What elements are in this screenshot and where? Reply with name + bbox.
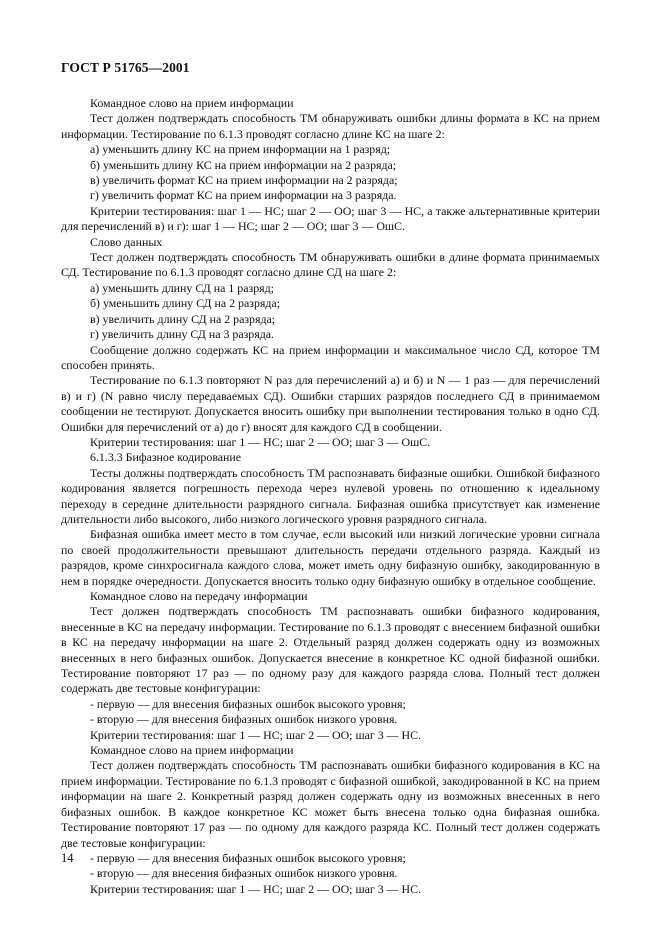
paragraph: Критерии тестирования: шаг 1 — НС; шаг 2 — ОО; шаг 3 — ОшС. — [90, 434, 431, 449]
list-item: г) увеличить длину СД на 3 разряда. — [90, 327, 275, 342]
list-item: - вторую — для внесения бифазных ошибок низкого уровня. — [90, 866, 398, 881]
paragraph: Тест должен подтверждать способность ТМ обнаруживать ошибки в длине формата принимаемых СД. Тестирование по 6.1.3 проводят согласно длине СД на шаге 2: — [61, 250, 600, 280]
paragraph: Командное слово на прием информации — [90, 743, 294, 758]
list-item: - вторую — для внесения бифазных ошибок низкого уровня. — [90, 712, 398, 727]
paragraph: Бифазная ошибка имеет место в том случае, если высокий или низкий логические уровни сигнала по своей продолжительности превышают длительность передачи отдельного разряда. Каждый из разрядов, кроме синхросигнала каждого слова, может иметь одну бифазную ошибку, закодированную в нем в порядке очередности. Допускается вносить только одну бифазную ошибку в отдельное сообщение. — [61, 527, 600, 588]
paragraph: Тестирование по 6.1.3 повторяют N раз для перечислений а) и б) и N — 1 раз — для перечислений в) и г) (N равно числу передаваемых СД). Ошибки старших разрядов последнего СД в принимаемом сообщении не тестируют. Допускается вносить ошибку при выполнении тестирования только в одно СД. Ошибки для перечислений от а) до г) вносят для каждого СД в сообщении. — [61, 373, 600, 434]
paragraph: Сообщение должно содержать КС на прием информации и максимальное число СД, которое ТМ способен принять. — [61, 342, 600, 372]
list-item: а) уменьшить длину СД на 1 разряд; — [90, 280, 274, 295]
paragraph: Тест должен подтверждать способность ТМ распознавать ошибки бифазного кодирования, внесенные в КС на передачу информации. Тестирование по 6.1.3 проводят с внесением бифазной ошибки в КС на передачу информации на шаге 2. Отдельный разряд должен содержать одну из возможных внесенных в него бифазных ошибок. Допускается внесение в конкретное КС одной бифазной ошибки. Тестирование повторяют 17 раз — по одному разу для каждого разряда слова. Полный тест должен содержать две тестовые конфигурации: — [61, 604, 600, 696]
list-item: г) увеличить формат КС на прием информации на 3 разряда. — [90, 188, 397, 203]
list-item: - первую — для внесения бифазных ошибок высокого уровня; — [90, 696, 406, 711]
paragraph: Командное слово на прием информации — [90, 96, 294, 110]
paragraph: Тест должен подтверждать способность ТМ обнаруживать ошибки длины формата в КС на прием информации. Тестирование по 6.1.3 проводят согласно длине КС на шаге 2: — [61, 111, 600, 141]
page-number: 14 — [61, 851, 74, 865]
paragraph: 6.1.3.3 Бифазное кодирование — [90, 450, 242, 465]
paragraph: Критерии тестирования: шаг 1 — НС; шаг 2 — ОО; шаг 3 — НС. — [90, 727, 421, 742]
document-body — [61, 96, 600, 897]
document-header: ГОСТ Р 51765—2001 — [61, 60, 190, 75]
paragraph: Слово данных — [90, 234, 163, 249]
list-item: - первую — для внесения бифазных ошибок высокого уровня; — [90, 850, 406, 865]
list-item: в) увеличить длину СД на 2 разряда; — [90, 311, 276, 326]
list-item: в) увеличить формат КС на прием информации на 2 разряда; — [90, 173, 398, 188]
paragraph: Тест должен подтверждать способность ТМ распознавать ошибки бифазного кодирования в КС на прием информации. Тестирование по 6.1.3 проводят с бифазной ошибкой, закодированной в КС на прием информации на шаге 2. Конкретный разряд должен содержать одну из возможных внесенных в него бифазных ошибок. В каждое конкретное КС может быть внесена только одна бифазная ошибка. Тестирование повторяют 17 раз — по одному для каждого разряда КС. Полный тест должен содержать две тестовые конфигурации: — [61, 758, 600, 850]
list-item: а) уменьшить длину КС на прием информации на 1 разряд; — [90, 142, 391, 157]
list-item: б) уменьшить длину КС на прием информации на 2 разряда; — [90, 157, 397, 172]
paragraph: Критерии тестирования: шаг 1 — НС; шаг 2 — ОО; шаг 3 — НС, а также альтернативные критерии для перечислений в) и г): шаг 1 — НС; шаг 2 — ОО; шаг 3 — ОшС. — [61, 203, 600, 234]
paragraph: Критерии тестирования: шаг 1 — НС; шаг 2 — ОО; шаг 3 — НС. — [90, 881, 421, 896]
paragraph: Командное слово на передачу информации — [90, 589, 308, 603]
list-item: б) уменьшить длину СД на 2 разряда; — [90, 296, 281, 311]
paragraph: Тесты должны подтверждать способность ТМ распознавать бифазные ошибки. Ошибкой бифазного кодирования является погрешность перехода через нулевой уровень по отношению к идеальному переходу в середине длительности разрядного сигнала. Бифазная ошибка присутствует как изменение длительности либо высокого, либо низкого логического уровня разрядного сигнала. — [61, 465, 600, 526]
